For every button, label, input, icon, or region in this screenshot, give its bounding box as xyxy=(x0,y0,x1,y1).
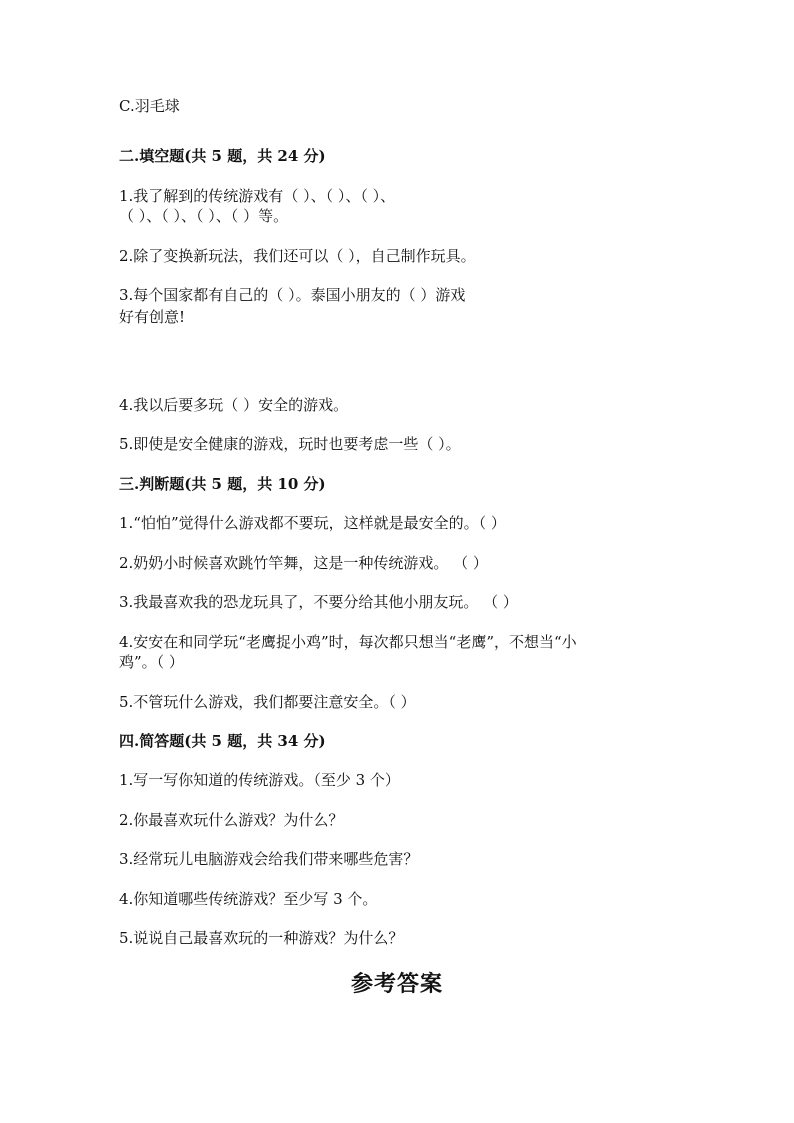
section3-q2: 2.奶奶小时候喜欢跳竹竿舞，这是一种传统游戏。 （ ） xyxy=(119,554,488,572)
section3-heading: 三.判断题(共 5 题，共 10 分) xyxy=(119,475,326,493)
section4-heading: 四.简答题(共 5 题，共 34 分) xyxy=(119,732,326,750)
section4-q3: 3.经常玩儿电脑游戏会给我们带来哪些危害？ xyxy=(119,850,419,868)
section2-q1-line1: 1.我了解到的传统游戏有（ ）、（ ）、（ ）、 xyxy=(119,187,396,205)
section3-q5: 5.不管玩什么游戏，我们都要注意安全。（ ） xyxy=(119,693,416,711)
section2-q3-line1: 3.每个国家都有自己的（ ）。泰国小朋友的（ ）游戏 xyxy=(119,286,466,304)
section4-q5: 5.说说自己最喜欢玩的一种游戏？为什么？ xyxy=(119,929,404,947)
section2-q3-line2: 好有创意! xyxy=(119,308,186,326)
section3-q3: 3.我最喜欢我的恐龙玩具了，不要分给其他小朋友玩。 （ ） xyxy=(119,593,518,611)
option-c: C.羽毛球 xyxy=(119,97,180,115)
section4-q1: 1.写一写你知道的传统游戏。（至少 3 个） xyxy=(119,771,400,789)
section4-q4: 4.你知道哪些传统游戏？至少写 3 个。 xyxy=(119,890,378,908)
section2-q4: 4.我以后要多玩（ ）安全的游戏。 xyxy=(119,396,349,414)
section2-q2: 2.除了变换新玩法，我们还可以（ ），自己制作玩具。 xyxy=(119,247,476,265)
section2-heading: 二.填空题(共 5 题，共 24 分) xyxy=(119,147,326,165)
section2-q1-line2: （ ）、（ ）、（ ）、（ ）等。 xyxy=(119,207,289,225)
section4-q2: 2.你最喜欢玩什么游戏？为什么？ xyxy=(119,811,344,829)
section3-q4-line1: 4.安安在和同学玩“老鹰捉小鸡”时，每次都只想当“老鹰”，不想当“小 xyxy=(119,633,577,651)
section3-q4-line2: 鸡”。（ ） xyxy=(119,653,184,671)
section2-q5: 5.即使是安全健康的游戏，玩时也要考虑一些（ ）。 xyxy=(119,435,461,453)
section3-q1: 1.“怕怕”觉得什么游戏都不要玩，这样就是最安全的。（ ） xyxy=(119,514,506,532)
answer-title: 参考答案 xyxy=(350,971,443,997)
